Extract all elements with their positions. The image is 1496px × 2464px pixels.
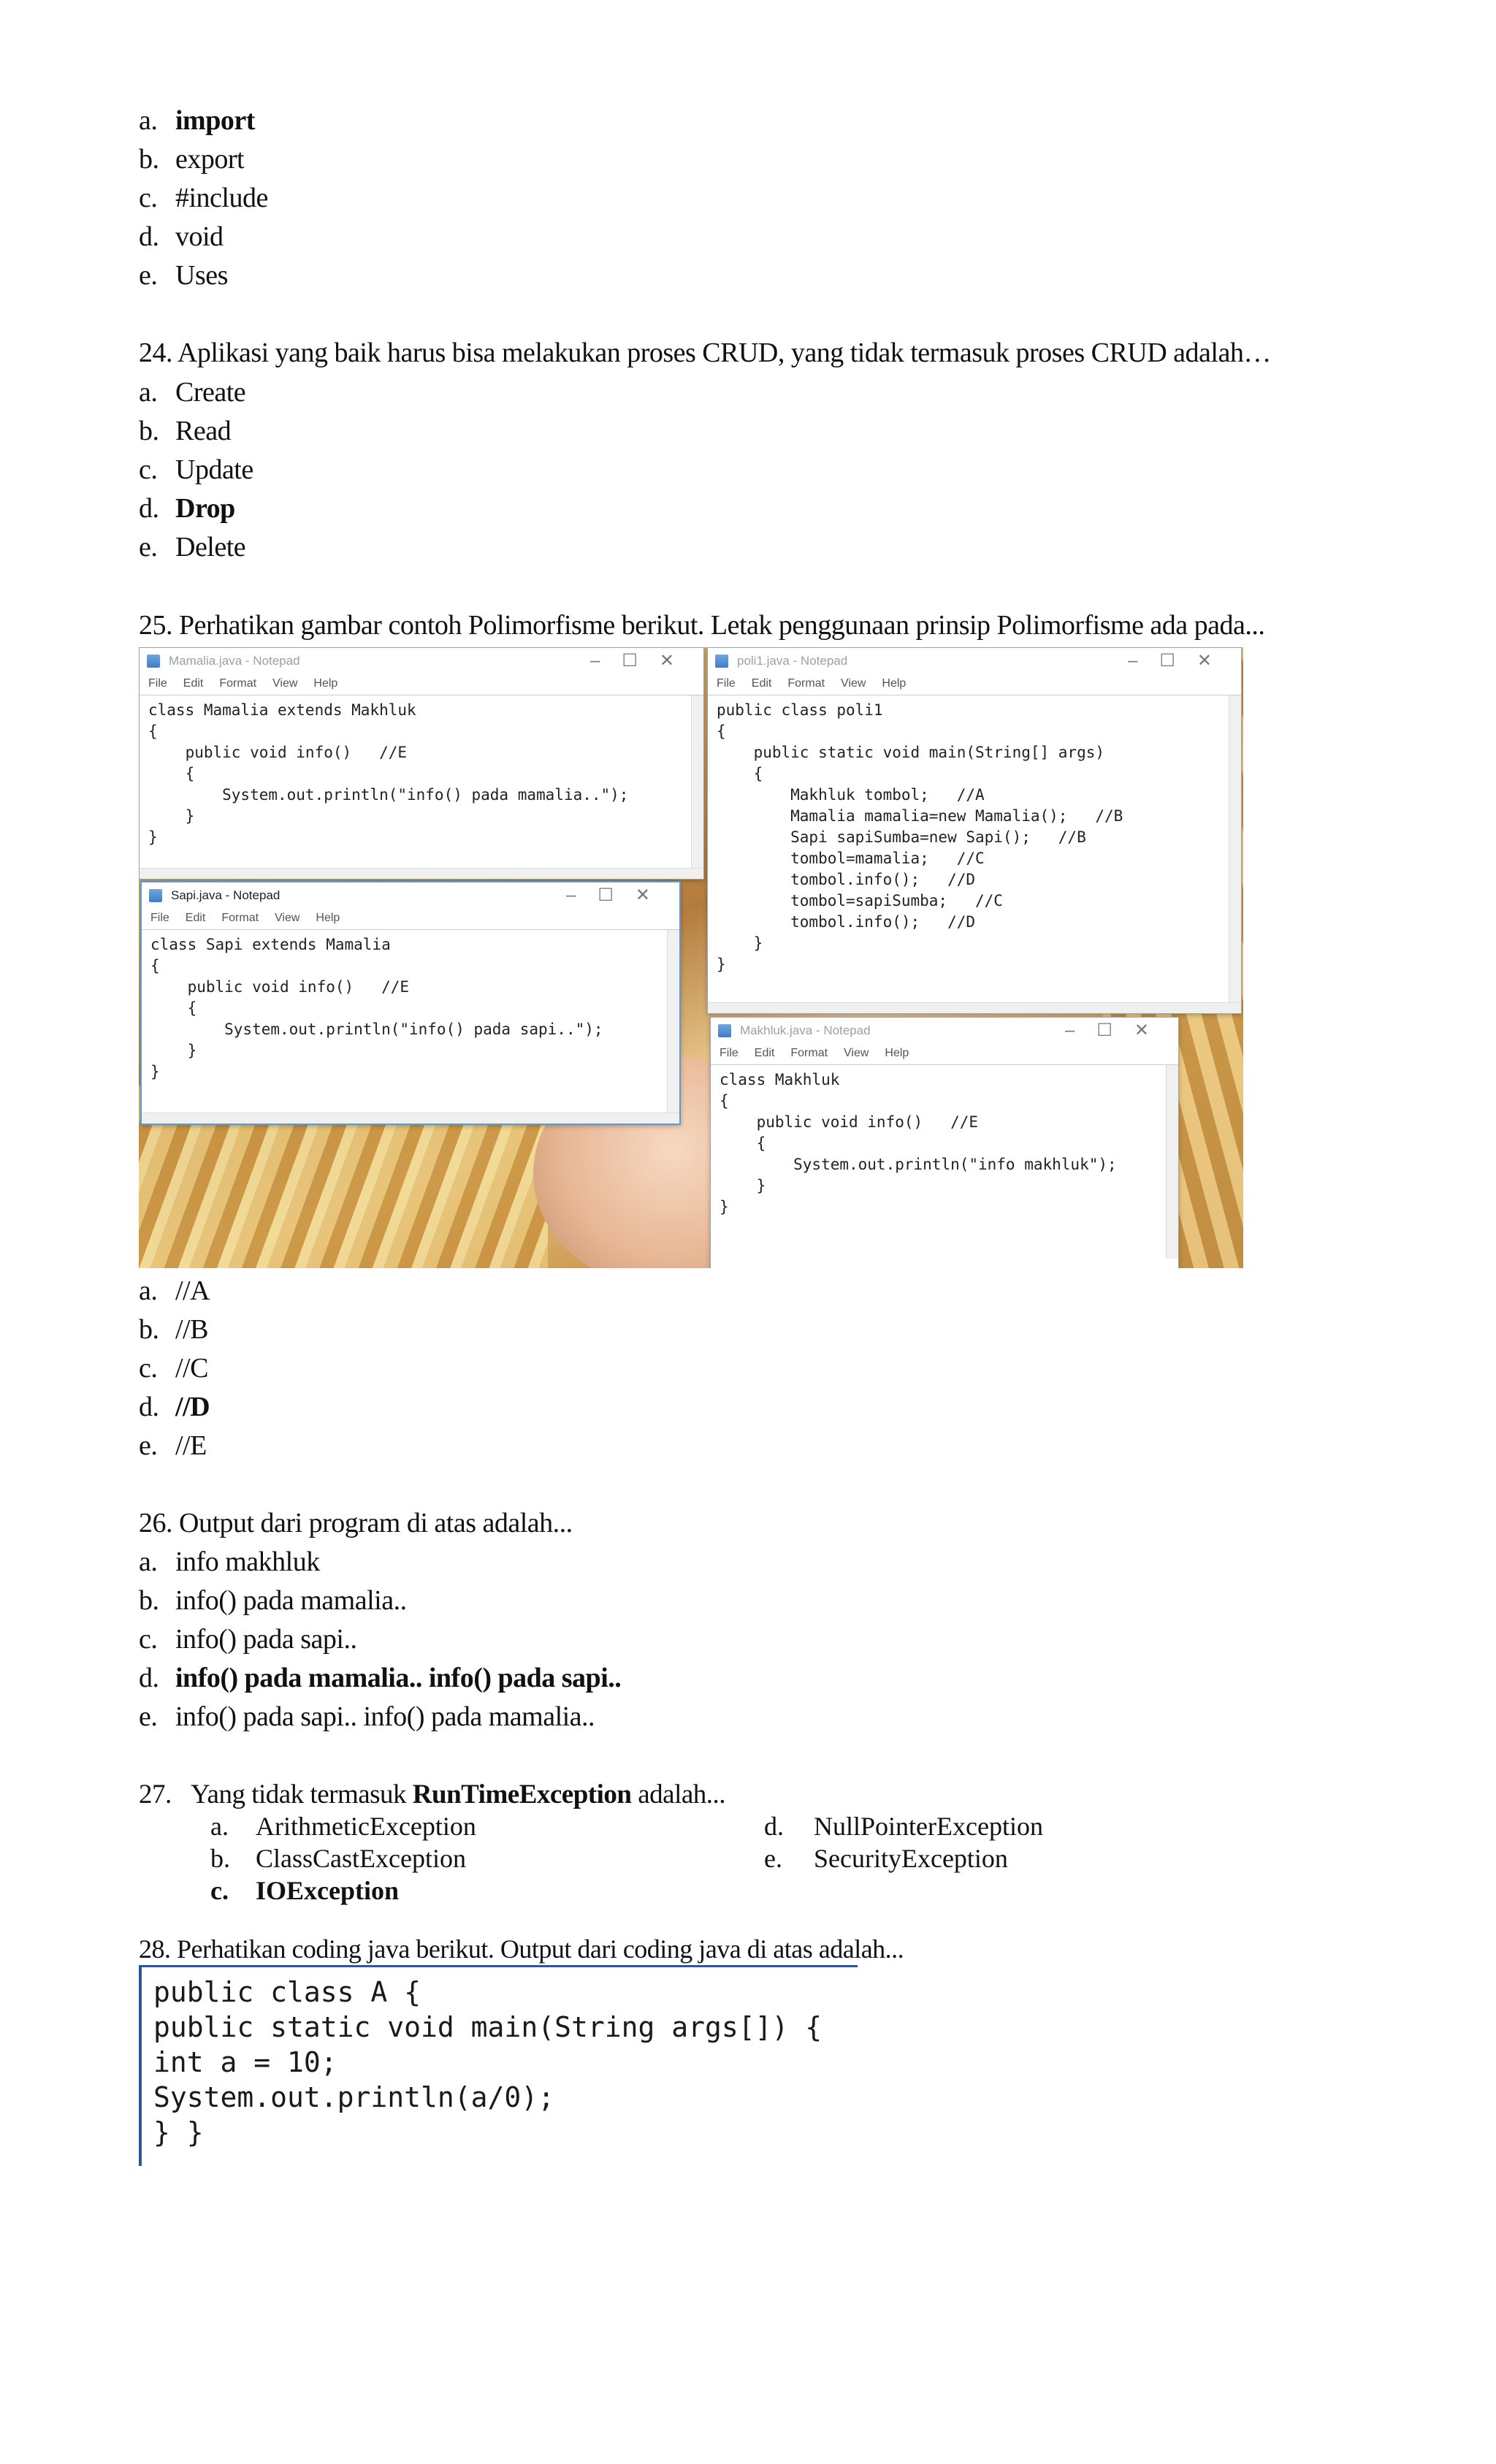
q23-option-a: a. import bbox=[139, 105, 255, 136]
code-text: public class poli1 { public static void main(String[] args) { Makhluk tombol; //A Mamalia mamalia=new Mamalia(); //B Sapi sapiSumba=new Sapi(); //B tombol=mamalia; //C tombol.info(); //D tombol=sapiSumba; //C tombol.info(); //D } } bbox=[717, 701, 1123, 973]
menu-view[interactable]: View bbox=[272, 677, 298, 690]
q23-option-e: e. Uses bbox=[139, 260, 228, 291]
menu-edit[interactable]: Edit bbox=[754, 1047, 775, 1059]
q25-option-c: c. //C bbox=[139, 1353, 208, 1384]
menu-help[interactable]: Help bbox=[885, 1047, 909, 1059]
q26-option-c: c. info() pada sapi.. bbox=[139, 1624, 357, 1655]
q25-option-a: a. //A bbox=[139, 1275, 210, 1306]
menu-file[interactable]: File bbox=[148, 677, 167, 690]
vertical-scrollbar[interactable] bbox=[667, 930, 679, 1113]
q27-option-a: a. ArithmeticException bbox=[210, 1812, 476, 1841]
polymorphism-screenshot bbox=[139, 647, 1243, 1268]
window-title-bar: Sapi.java - Notepad –☐✕ bbox=[142, 882, 679, 909]
menu-help[interactable]: Help bbox=[313, 677, 338, 690]
notepad-icon bbox=[149, 889, 162, 902]
menu-help[interactable]: Help bbox=[882, 677, 907, 690]
q23-option-b: b. export bbox=[139, 144, 245, 175]
q25-option-e: e. //E bbox=[139, 1430, 207, 1461]
menu-file[interactable]: File bbox=[720, 1047, 739, 1059]
window-controls[interactable]: –☐✕ bbox=[1065, 1021, 1171, 1040]
window-title-bar: Makhluk.java - Notepad –☐✕ bbox=[711, 1018, 1178, 1044]
window-controls[interactable]: –☐✕ bbox=[590, 651, 696, 671]
code-text: class Sapi extends Mamalia { public void info() //E { System.out.println("info() pada sapi.."); } } bbox=[150, 936, 603, 1080]
q25-question: 25. Perhatikan gambar contoh Polimorfisme berikut. Letak penggunaan prinsip Polimorfisme ada pada... bbox=[139, 610, 1265, 641]
menu-help[interactable]: Help bbox=[316, 912, 340, 924]
q24-option-b: b. Read bbox=[139, 416, 232, 446]
menu-format[interactable]: Format bbox=[790, 1047, 828, 1059]
q24-question: 24. Aplikasi yang baik harus bisa melakukan proses CRUD, yang tidak termasuk proses CRUD adalah… bbox=[139, 337, 1271, 368]
text-editor[interactable] bbox=[140, 695, 703, 869]
menu-view[interactable]: View bbox=[844, 1047, 869, 1059]
q27-option-d: d. NullPointerException bbox=[764, 1812, 1043, 1841]
menu-file[interactable]: File bbox=[150, 912, 169, 924]
notepad-window-sapi[interactable] bbox=[140, 881, 681, 1125]
vertical-scrollbar[interactable] bbox=[691, 695, 703, 869]
q24-option-e: e. Delete bbox=[139, 532, 246, 562]
code-text: class Makhluk { public void info() //E { System.out.println("info makhluk"); } } bbox=[720, 1071, 1117, 1216]
q25-option-b: b. //B bbox=[139, 1314, 208, 1345]
q24-option-d: d. Drop bbox=[139, 493, 235, 524]
window-title-bar: Mamalia.java - Notepad –☐✕ bbox=[140, 648, 703, 674]
q27-option-c: c. IOException bbox=[210, 1876, 400, 1905]
window-controls[interactable]: –☐✕ bbox=[566, 885, 672, 905]
text-editor[interactable] bbox=[711, 1064, 1178, 1259]
notepad-icon bbox=[718, 1024, 731, 1037]
menu-view[interactable]: View bbox=[841, 677, 866, 690]
q24-option-a: a. Create bbox=[139, 377, 246, 408]
text-editor[interactable] bbox=[142, 929, 679, 1113]
notepad-window-makhluk[interactable] bbox=[710, 1017, 1179, 1268]
q27-option-e: e. SecurityException bbox=[764, 1844, 1008, 1873]
q27-question: 27. Yang tidak termasuk RunTimeException adalah... bbox=[139, 1780, 726, 1809]
q24-option-c: c. Update bbox=[139, 454, 253, 485]
horizontal-scrollbar[interactable] bbox=[140, 868, 703, 879]
menu-bar bbox=[708, 674, 1241, 693]
menu-bar bbox=[711, 1044, 1178, 1063]
q25-option-d: d. //D bbox=[139, 1392, 210, 1422]
menu-file[interactable]: File bbox=[717, 677, 736, 690]
window-title-bar: poli1.java - Notepad –☐✕ bbox=[708, 648, 1241, 674]
vertical-scrollbar[interactable] bbox=[1229, 695, 1241, 1003]
q23-option-c: c. #include bbox=[139, 183, 268, 213]
menu-edit[interactable]: Edit bbox=[185, 912, 206, 924]
q26-option-d: d. info() pada mamalia.. info() pada sapi.. bbox=[139, 1663, 622, 1693]
menu-format[interactable]: Format bbox=[221, 912, 259, 924]
q26-option-a: a. info makhluk bbox=[139, 1546, 320, 1577]
notepad-window-poli1[interactable] bbox=[707, 647, 1242, 1014]
q28-question: 28. Perhatikan coding java berikut. Output dari coding java di atas adalah... bbox=[139, 1934, 904, 1964]
q23-option-d: d. void bbox=[139, 221, 224, 252]
horizontal-scrollbar[interactable] bbox=[708, 1002, 1241, 1013]
q27-option-b: b. ClassCastException bbox=[210, 1844, 466, 1873]
notepad-window-mamalia[interactable] bbox=[139, 647, 704, 880]
code-text: class Mamalia extends Makhluk { public void info() //E { System.out.println("info() pada mamalia.."); } } bbox=[148, 701, 629, 846]
menu-view[interactable]: View bbox=[275, 912, 300, 924]
menu-edit[interactable]: Edit bbox=[751, 677, 772, 690]
q28-code-text: public class A { public static void main(String args[]) { int a = 10; System.out.println(a/0); } } bbox=[153, 1976, 823, 2148]
notepad-icon bbox=[147, 655, 160, 668]
q26-question: 26. Output dari program di atas adalah... bbox=[139, 1508, 573, 1538]
menu-edit[interactable]: Edit bbox=[183, 677, 204, 690]
menu-format[interactable]: Format bbox=[787, 677, 825, 690]
notepad-icon bbox=[715, 655, 728, 668]
menu-format[interactable]: Format bbox=[219, 677, 257, 690]
vertical-scrollbar[interactable] bbox=[1166, 1065, 1178, 1259]
horizontal-scrollbar[interactable] bbox=[142, 1113, 679, 1124]
window-controls[interactable]: –☐✕ bbox=[1128, 651, 1234, 671]
q28-code-block bbox=[139, 1965, 858, 2166]
menu-bar bbox=[142, 909, 679, 928]
q26-option-e: e. info() pada sapi.. info() pada mamalia.. bbox=[139, 1701, 595, 1732]
menu-bar bbox=[140, 674, 703, 693]
text-editor[interactable] bbox=[708, 695, 1241, 1003]
q26-option-b: b. info() pada mamalia.. bbox=[139, 1585, 407, 1616]
